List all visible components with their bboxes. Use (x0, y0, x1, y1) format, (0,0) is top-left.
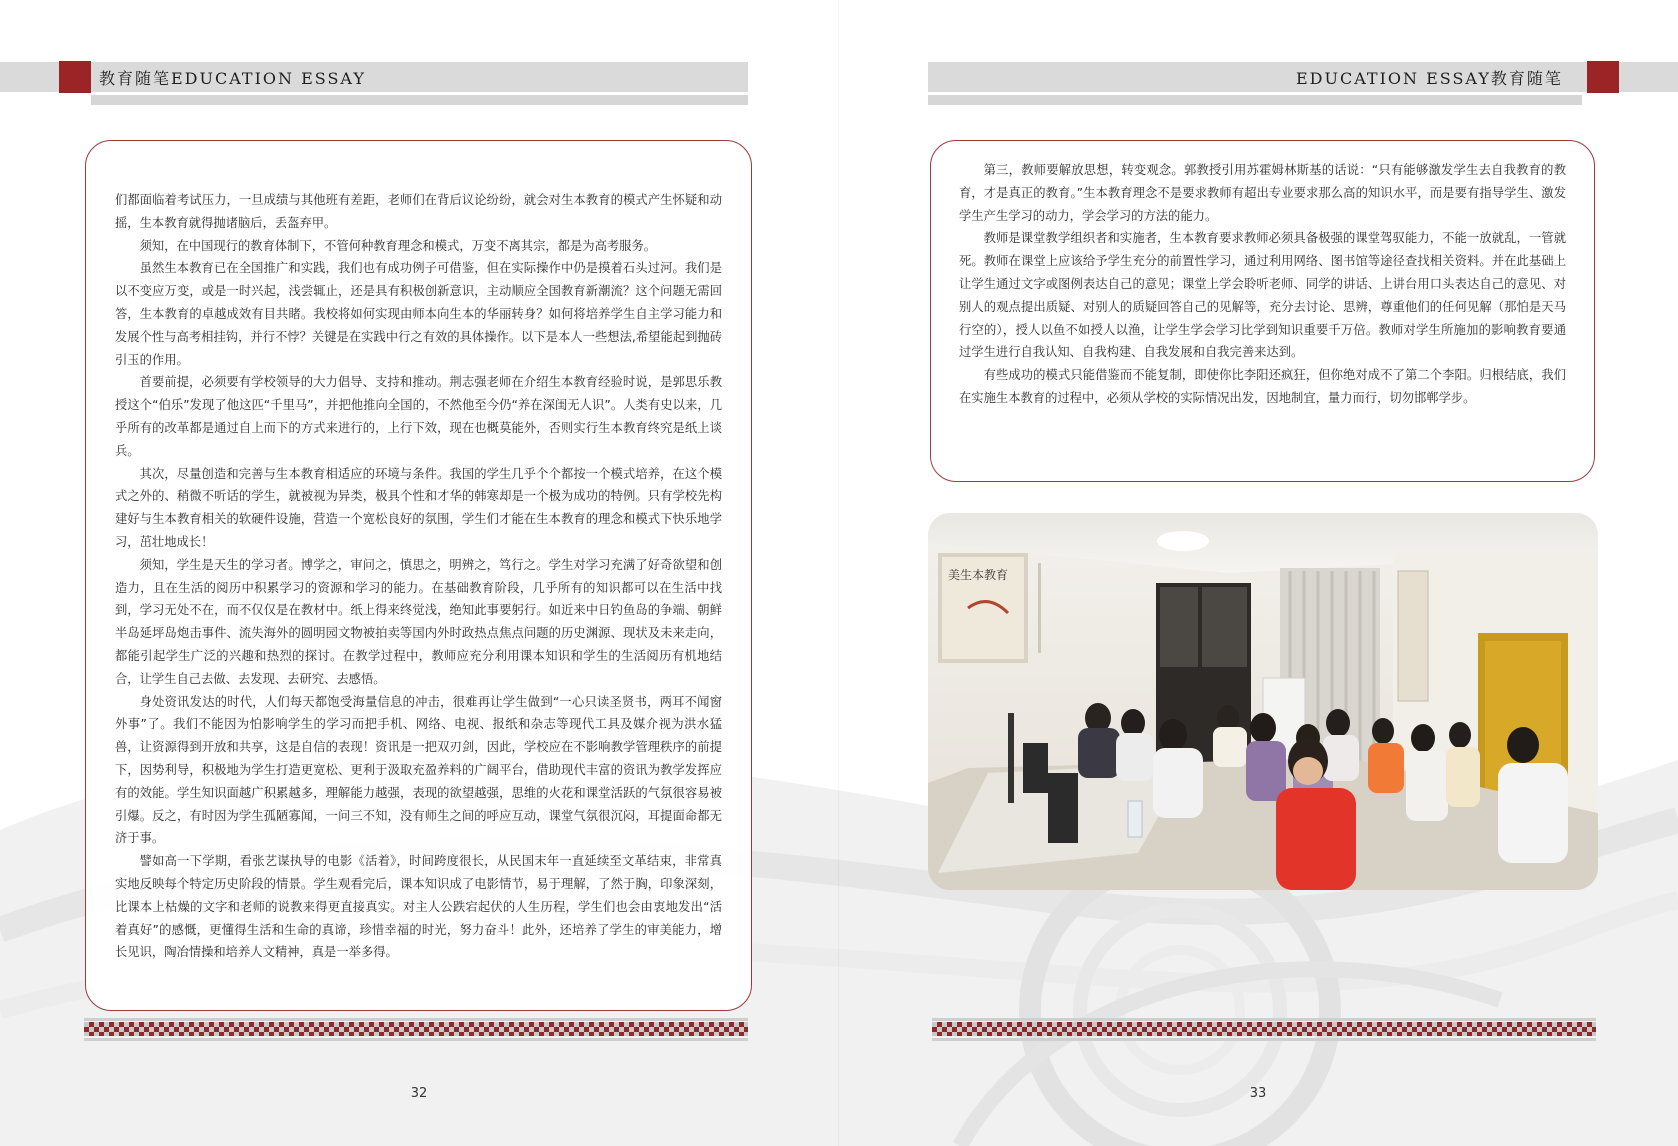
page-spine (838, 0, 840, 1146)
right-header-title: EDUCATION ESSAY教育随笔 (1296, 69, 1563, 88)
right-footer-line-top (932, 1018, 1596, 1021)
left-article-body (115, 189, 722, 964)
left-footer-line-bottom (84, 1038, 748, 1041)
right-header-underline (928, 95, 1582, 105)
paragraph: 其次，尽量创造和完善与生本教育相适应的环境与条件。我国的学生几乎个个都按一个模式培养，在这个模式之外的、稍微不听话的学生，就被视为异类，极具个性和才华的韩寒却是一个极为成功的特例。只有学校先构建好与生本教育相关的软硬件设施，营造一个宽松良好的氛围，学生们才能在生本教育的理念和模式下快乐地学习，茁壮地成长！ (115, 466, 722, 549)
right-article-body (959, 159, 1566, 410)
right-header-red-block (1587, 61, 1619, 93)
right-footer-checker (932, 1022, 1596, 1036)
right-footer-line-bottom (932, 1038, 1596, 1041)
paragraph: 虽然生本教育已在全国推广和实践，我们也有成功例子可借鉴，但在实际操作中仍是摸着石头过河。我们是以不变应万变，或是一时兴起，浅尝辄止，还是具有积极创新意识，主动顺应全国教育新潮流？这个问题无需回答，生本教育的卓越成效有目共睹。我校将如何实现由师本向生本的华丽转身？如何将培养学生自主学习能力和发展个性与高考相挂钩，并行不悖？关键是在实践中行之有效的具体操作。以下是本人一些想法,希望能起到抛砖引玉的作用。 (115, 261, 722, 367)
left-footer-checker (84, 1022, 748, 1036)
paragraph: 须知，在中国现行的教育体制下，不管何种教育理念和模式，万变不离其宗，都是为高考服务。 (139, 238, 657, 253)
paragraph: 有些成功的模式只能借鉴而不能复制，即使你比李阳还疯狂，但你绝对成不了第二个李阳。归根结底，我们在实施生本教育的过程中，必须从学校的实际情况出发，因地制宜，量力而行，切勿邯郸学步。 (959, 368, 1566, 405)
paragraph: 第三，教师要解放思想，转变观念。郭教授引用苏霍姆林斯基的话说：“只有能够激发学生去自我教育的教育，才是真正的教育。”生本教育理念不是要求教师有超出专业要求那么高的知识水平，而是要有指导学生、激发学生产生学习的动力，学会学习的方法的能力。 (959, 163, 1566, 223)
right-page-number: 33 (1249, 1086, 1267, 1101)
left-page-number: 32 (410, 1086, 428, 1101)
paragraph: 首要前提，必须要有学校领导的大力倡导、支持和推动。荆志强老师在介绍生本教育经验时说，是郭思乐教授这个“伯乐”发现了他这匹“千里马”，并把他推向全国的，不然他至今仍“养在深闺无人识”。人类有史以来，几乎所有的改革都是通过自上而下的方式来进行的，上行下效，现在也概莫能外，否则实行生本教育终究是纸上谈兵。 (115, 375, 722, 458)
paragraph: 譬如高一下学期，看张艺谋执导的电影《活着》，时间跨度很长，从民国末年一直延续至文革结束，非常真实地反映每个特定历史阶段的情景。学生观看完后，课本知识成了电影情节，易于理解，了然于胸，印象深刻，比课本上枯燥的文字和老师的说教来得更直接真实。对主人公跌宕起伏的人生历程，学生们也会由衷地发出“活着真好”的感慨，更懂得生活和生命的真谛，珍惜幸福的时光，努力奋斗！此外，还培养了学生的审美能力，增长见识，陶冶情操和培养人文精神，真是一举多得。 (115, 854, 722, 960)
calligraphy-text: 美生本教育 (948, 568, 1009, 582)
left-header-title: 教育随笔EDUCATION ESSAY (99, 69, 366, 88)
left-header-underline (91, 95, 748, 105)
paragraph: 们都面临着考试压力，一旦成绩与其他班有差距，老师们在背后议论纷纷，就会对生本教育的模式产生怀疑和动摇，生本教育就得抛诸脑后，丢盔弃甲。 (115, 193, 722, 230)
paragraph: 身处资讯发达的时代，人们每天都饱受海量信息的冲击，很难再让学生做到“一心只读圣贤书，两耳不闻窗外事”了。我们不能因为怕影响学生的学习而把手机、网络、电视、报纸和杂志等现代工具及媒介视为洪水猛兽，让资源得到开放和共享，这是自信的表现！资讯是一把双刃剑，因此，学校应在不影响教学管理秩序的前提下，因势利导，积极地为学生打造更宽松、更利于汲取充盈养料的广阔平台，借助现代丰富的资讯为教学发挥应有的效能。学生知识面越广积累越多，理解能力越强，表现的欲望越强，思维的火花和课堂活跃的气氛很容易被引爆。反之，有时因为学生孤陋寡闻，一问三不知，没有师生之间的呼应互动，课堂气氛很沉闷，耳提面命都无济于事。 (115, 694, 722, 846)
paragraph: 须知，学生是天生的学习者。博学之，审问之，慎思之，明辨之，笃行之。学生对学习充满了好奇欲望和创造力，且在生活的阅历中积累学习的资源和学习的能力。在基础教育阶段，几乎所有的知识都可以在生活中找到，学习无处不在，而不仅仅是在教材中。纸上得来终觉浅，绝知此事要躬行。如近来中日钓鱼岛的争端、朝鲜半岛延坪岛炮击事件、流失海外的圆明园文物被拍卖等国内外时政热点焦点问题的历史渊源、现状及未来走向，都能引起学生广泛的兴趣和热烈的探讨。在教学过程中，教师应充分利用课本知识和学生的生活阅历有机地结合，让学生自己去做、去发现、去研究、去感悟。 (115, 557, 722, 686)
left-footer-line-top (84, 1018, 748, 1021)
left-header-red-block (59, 61, 91, 93)
paragraph: 教师是课堂教学组织者和实施者，生本教育要求教师必须具备极强的课堂驾驭能力，不能一放就乱，一管就死。教师在课堂上应该给予学生充分的前置性学习，通过利用网络、图书馆等途径查找相关资料。并在此基础上让学生通过文字或图例表达自己的意见；课堂上学会聆听老师、同学的讲话、上讲台用口头表达自己的意见、对别人的观点提出质疑、对别人的质疑回答自己的见解等，充分去讨论、思辨，尊重他们的任何见解（那怕是天马行空的），授人以鱼不如授人以渔，让学生学会学习比学到知识重要千万倍。教师对学生所施加的影响教育要通过学生进行自我认知、自我构建、自我发展和自我完善来达到。 (959, 231, 1566, 360)
classroom-photo (928, 513, 1598, 890)
